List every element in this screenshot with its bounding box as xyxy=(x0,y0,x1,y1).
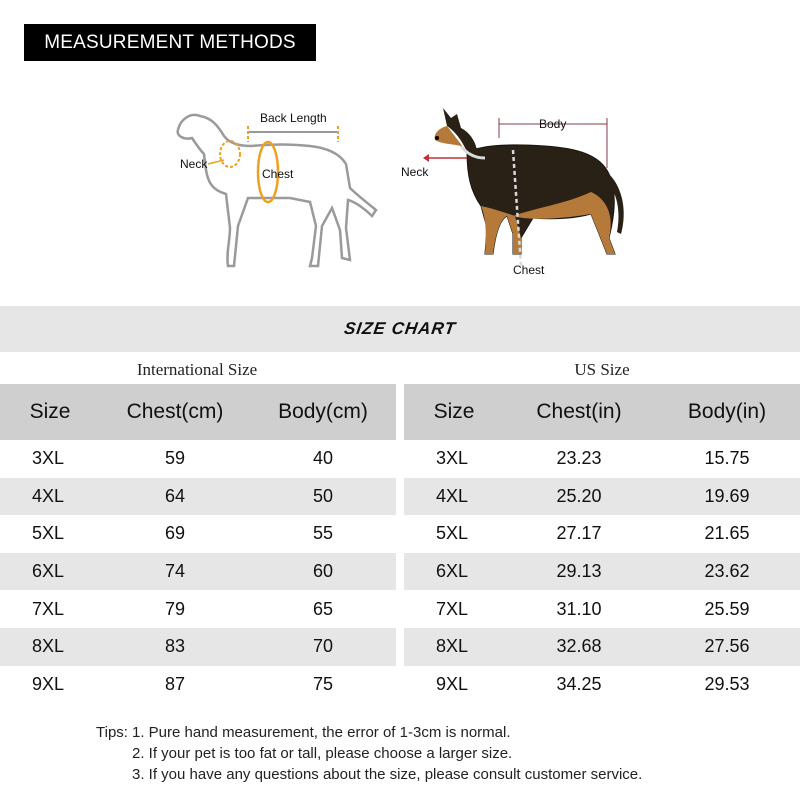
international-size-table xyxy=(0,384,396,703)
table-row xyxy=(0,590,396,628)
size-cell: 7XL xyxy=(436,598,469,619)
table-row xyxy=(404,440,800,478)
chest-cell: 29.13 xyxy=(556,561,602,582)
table-row xyxy=(404,590,800,628)
page-title: MEASUREMENT METHODS xyxy=(24,24,316,61)
size-cell: 9XL xyxy=(436,673,469,694)
body-cell: 27.56 xyxy=(704,636,750,657)
chest-cell: 83 xyxy=(164,636,186,657)
tip-item xyxy=(96,764,642,785)
tip-text: 1. Pure hand measurement, the error of 1-3cm is normal. xyxy=(132,724,511,741)
tip-text: 2. If your pet is too fat or tall, please choose a larger size. xyxy=(132,745,513,762)
size-cell: 9XL xyxy=(32,673,65,694)
size-cell: 8XL xyxy=(436,636,469,657)
size-cell: 5XL xyxy=(436,523,469,544)
size-cell: 7XL xyxy=(32,598,65,619)
body-cell: 21.65 xyxy=(704,523,750,544)
size-cell: 8XL xyxy=(32,636,65,657)
international-size-caption: International Size xyxy=(136,360,258,379)
tip-item xyxy=(96,722,642,743)
chest-cell: 74 xyxy=(164,561,186,582)
body-cell: 15.75 xyxy=(704,448,750,469)
body-cell: 65 xyxy=(312,598,334,619)
body-cell: 25.59 xyxy=(704,598,750,619)
size-cell: 6XL xyxy=(32,561,65,582)
size-cell: 3XL xyxy=(32,448,65,469)
chest-cell: 87 xyxy=(164,673,186,694)
table-row xyxy=(0,440,396,478)
body-cell: 55 xyxy=(312,523,334,544)
table-row xyxy=(0,628,396,666)
size-chart-band xyxy=(0,306,800,352)
tip-text: 3. If you have any questions about the size, please consult customer service. xyxy=(132,766,643,783)
dog-outline-icon xyxy=(160,98,390,278)
table-row xyxy=(404,478,800,516)
size-cell: 3XL xyxy=(436,448,469,469)
tips-block xyxy=(96,722,642,785)
back-length-label: Back Length xyxy=(260,111,327,125)
outline-chest-label: Chest xyxy=(262,167,294,181)
body-cell: 23.62 xyxy=(704,561,750,582)
chest-cell: 64 xyxy=(164,485,186,506)
photo-neck-label: Neck xyxy=(401,165,429,179)
tips-prefix: Tips: xyxy=(96,724,128,741)
table-row xyxy=(404,515,800,553)
size-cell: 6XL xyxy=(436,561,469,582)
table-row xyxy=(404,666,800,704)
chest-cell: 69 xyxy=(164,523,186,544)
german-shepherd-icon xyxy=(395,88,640,288)
table-row xyxy=(0,515,396,553)
size-cell: 4XL xyxy=(32,485,65,506)
chest-cell: 25.20 xyxy=(556,485,602,506)
outline-neck-label: Neck xyxy=(180,157,208,171)
size-chart-title: SIZE CHART xyxy=(342,319,458,338)
size-cell: 5XL xyxy=(32,523,65,544)
table-header-row xyxy=(0,384,396,440)
header-size: Size xyxy=(29,400,71,423)
chest-cell: 79 xyxy=(164,598,186,619)
photo-chest-label: Chest xyxy=(513,263,545,277)
header-body: Body(in) xyxy=(687,400,767,423)
body-cell: 40 xyxy=(312,448,334,469)
us-size-caption: US Size xyxy=(574,360,630,379)
chest-cell: 34.25 xyxy=(556,673,602,694)
chest-cell: 32.68 xyxy=(556,636,602,657)
dog-photo-diagram xyxy=(395,88,640,288)
table-header-row xyxy=(404,384,800,440)
table-row xyxy=(0,478,396,516)
body-cell: 60 xyxy=(312,561,334,582)
body-cell: 29.53 xyxy=(704,673,750,694)
header-size: Size xyxy=(433,400,475,423)
size-cell: 4XL xyxy=(436,485,469,506)
header-chest: Chest(cm) xyxy=(126,400,224,423)
body-cell: 50 xyxy=(312,485,334,506)
header-body: Body(cm) xyxy=(278,400,368,423)
table-row xyxy=(0,666,396,704)
tip-item xyxy=(96,743,642,764)
chest-cell: 59 xyxy=(164,448,186,469)
body-cell: 19.69 xyxy=(704,485,750,506)
table-row xyxy=(404,628,800,666)
body-cell: 75 xyxy=(312,673,334,694)
body-cell: 70 xyxy=(312,636,334,657)
chest-cell: 23.23 xyxy=(556,448,602,469)
dog-outline-diagram xyxy=(160,98,390,278)
table-row xyxy=(0,553,396,591)
header-chest: Chest(in) xyxy=(536,400,622,423)
us-size-table xyxy=(404,384,800,703)
chest-cell: 31.10 xyxy=(556,598,602,619)
table-row xyxy=(404,553,800,591)
chest-cell: 27.17 xyxy=(556,523,602,544)
photo-body-label: Body xyxy=(539,117,567,131)
